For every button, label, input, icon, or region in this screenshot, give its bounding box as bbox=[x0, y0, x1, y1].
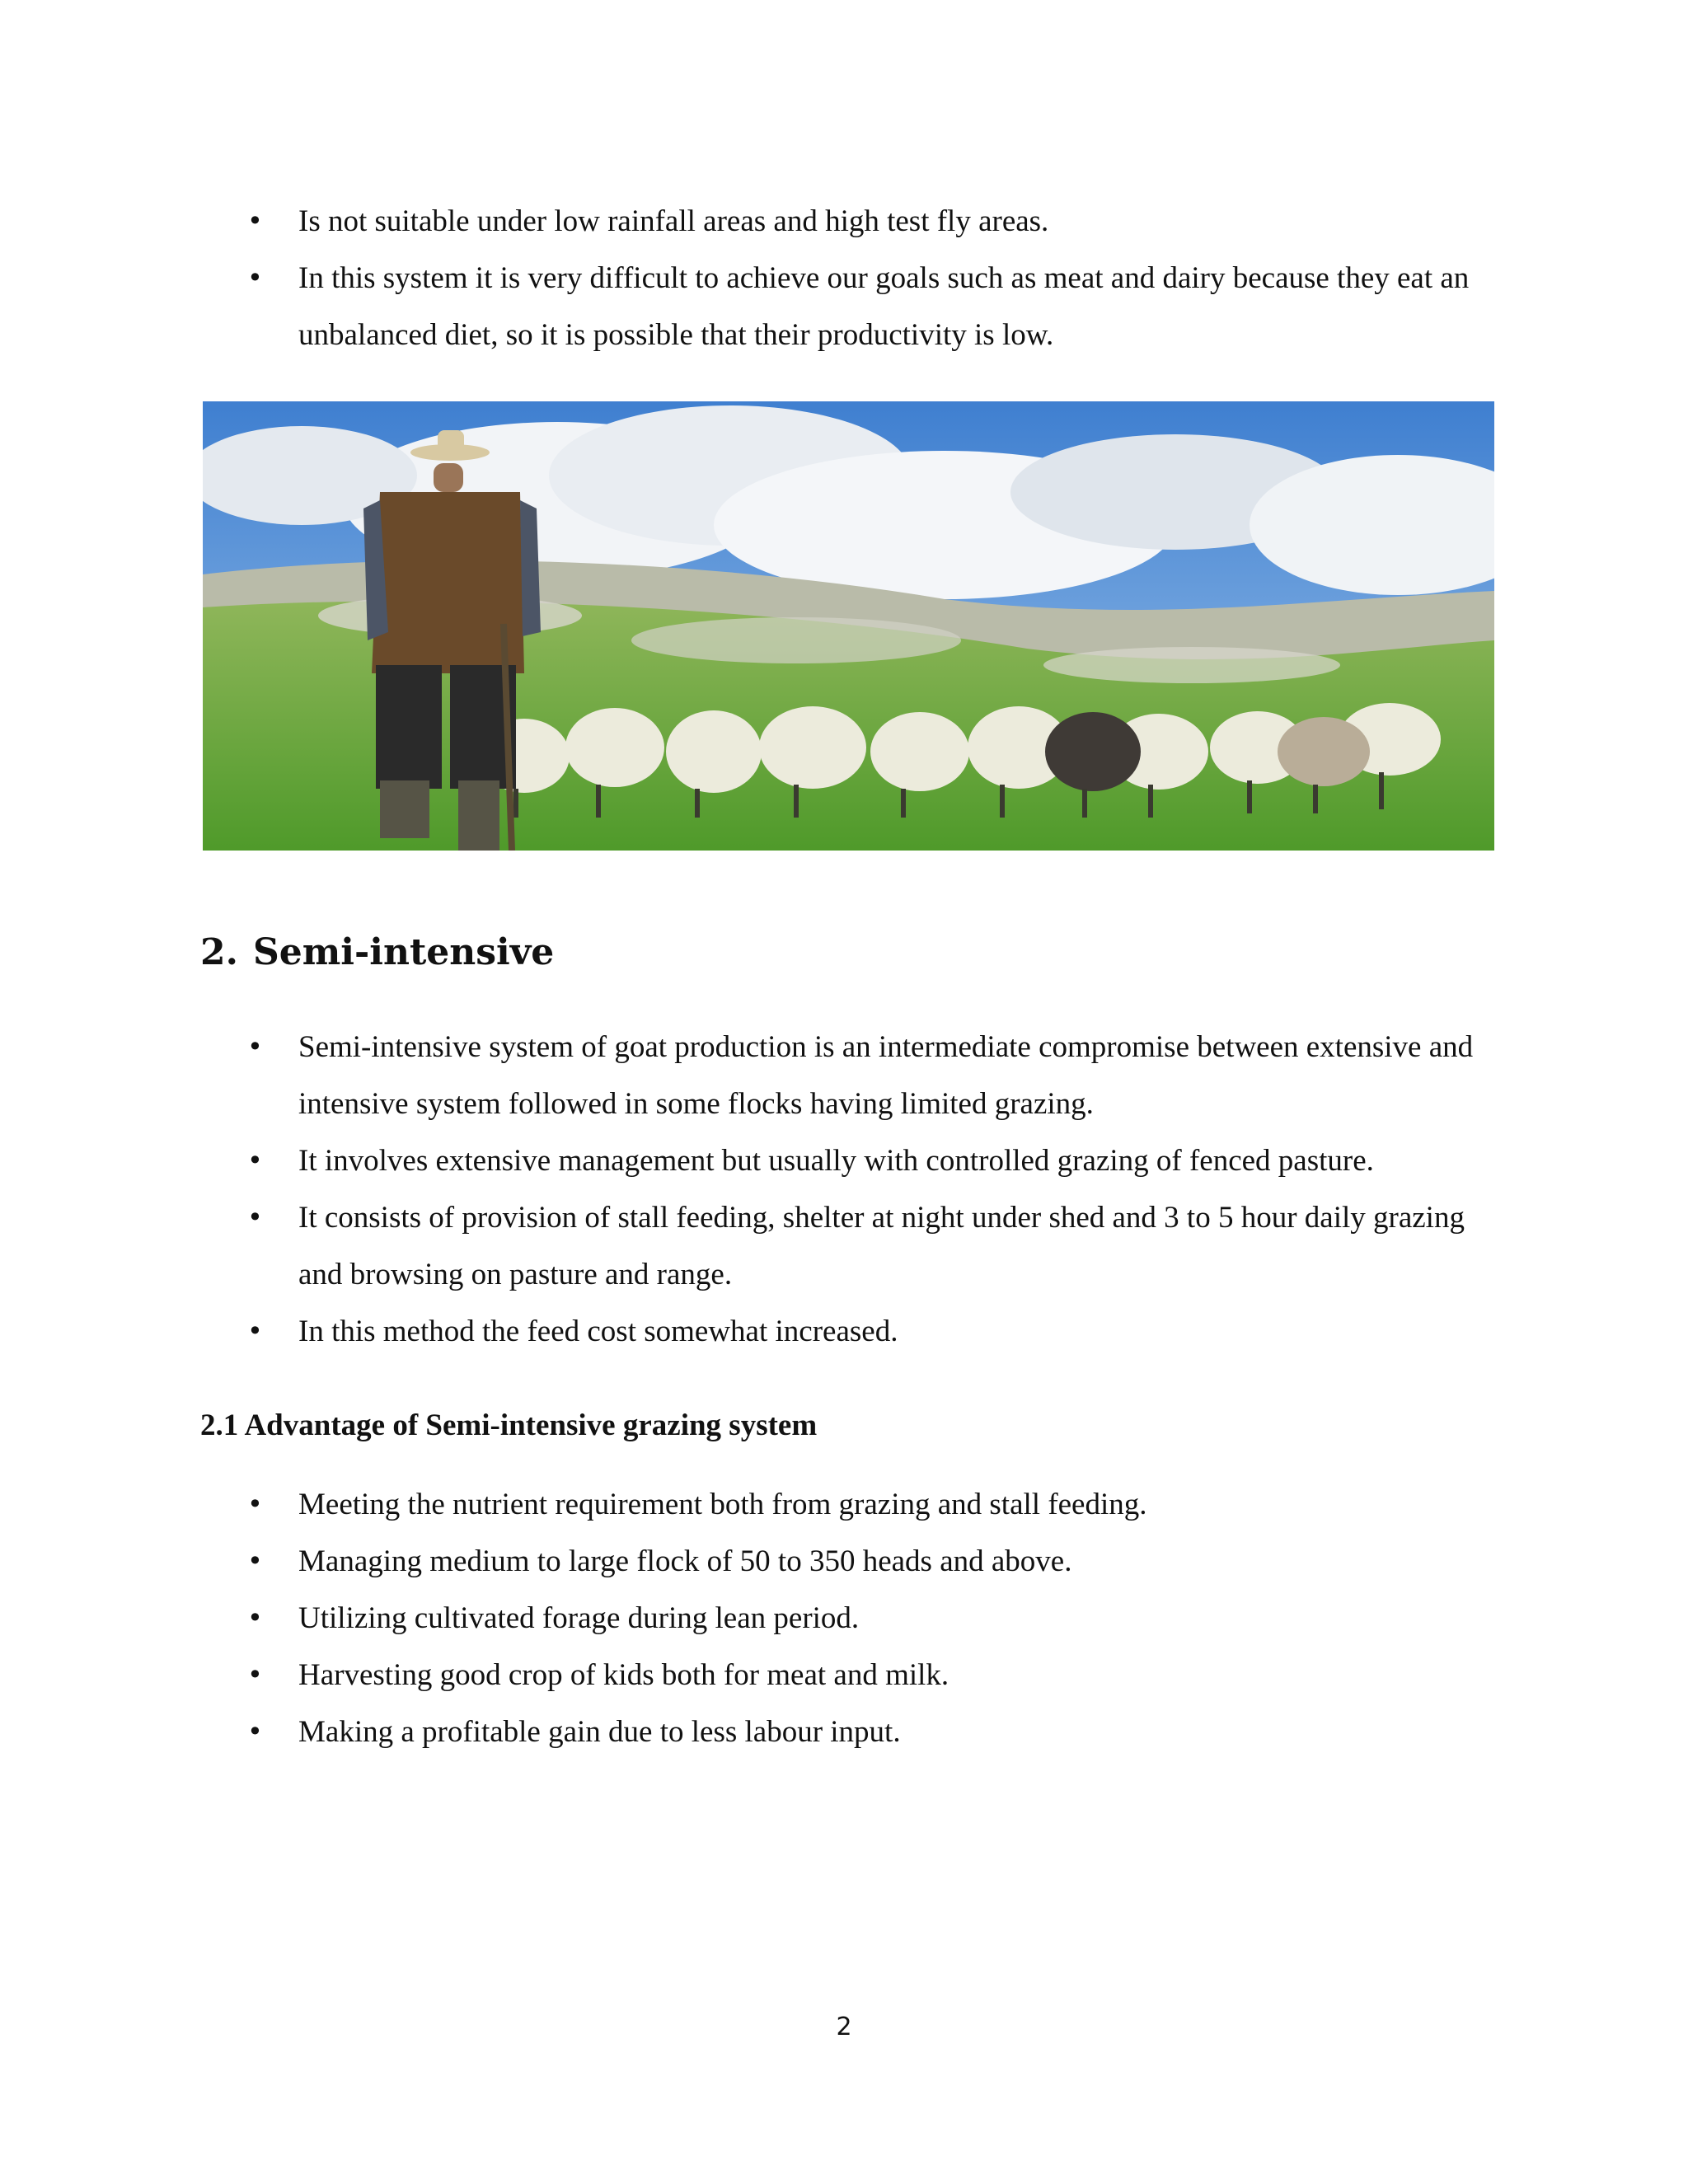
list-item: • Managing medium to large flock of 50 to 350 heads and above. bbox=[247, 1533, 1500, 1590]
section-title: Semi-intensive bbox=[252, 931, 555, 973]
list-item: • It involves extensive management but usually with controlled grazing of fenced pasture. bbox=[247, 1132, 1500, 1189]
shepherd-with-sheep-photo bbox=[203, 401, 1494, 851]
semi-intensive-bullet-list bbox=[247, 1019, 1500, 1360]
list-item: • In this system it is very difficult to achieve our goals such as meat and dairy because they eat an unbalanced diet, so it is possible that their productivity is low. bbox=[247, 250, 1500, 363]
list-item: • Meeting the nutrient requirement both from grazing and stall feeding. bbox=[247, 1476, 1500, 1533]
page-number: 2 bbox=[836, 2013, 852, 2041]
section-heading bbox=[200, 931, 554, 973]
subsection-heading: 2.1 Advantage of Semi-intensive grazing system bbox=[200, 1408, 818, 1442]
top-bullet-list bbox=[247, 193, 1500, 363]
list-item: • In this method the feed cost somewhat increased. bbox=[247, 1303, 1500, 1360]
list-item: • Semi-intensive system of goat production is an intermediate compromise between extensive and intensive system followed in some flocks having limited grazing. bbox=[247, 1019, 1500, 1132]
list-item: • It consists of provision of stall feeding, shelter at night under shed and 3 to 5 hour daily grazing and browsing on pasture and range. bbox=[247, 1189, 1500, 1303]
section-number: 2. bbox=[200, 931, 238, 973]
list-item: • Making a profitable gain due to less labour input. bbox=[247, 1704, 1500, 1760]
list-item: • Utilizing cultivated forage during lean period. bbox=[247, 1590, 1500, 1647]
list-item: • Harvesting good crop of kids both for meat and milk. bbox=[247, 1647, 1500, 1704]
advantages-bullet-list bbox=[247, 1476, 1500, 1760]
list-item: • Is not suitable under low rainfall areas and high test fly areas. bbox=[247, 193, 1500, 250]
